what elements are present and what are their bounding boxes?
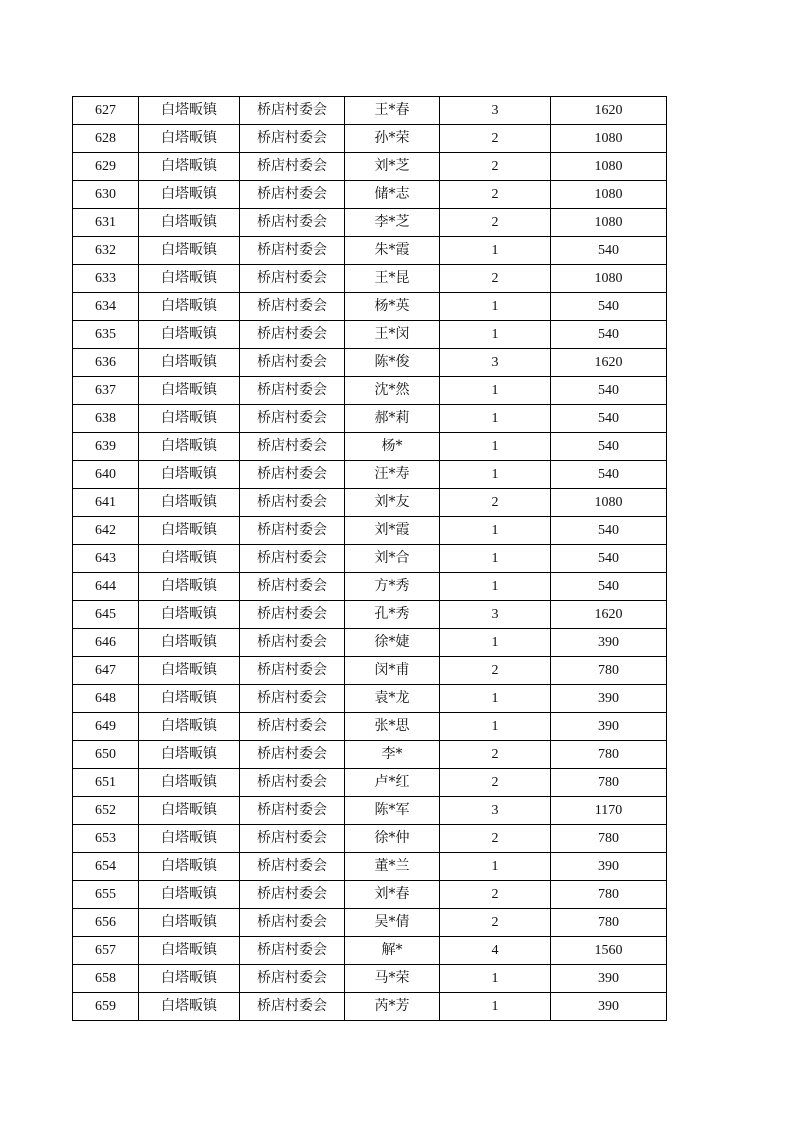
roster-body [73,97,667,1021]
household-count-cell: 2 [440,769,551,797]
row-number-cell: 655 [73,881,139,909]
town-cell: 白塔畈镇 [139,573,240,601]
person-name-cell: 闵*甫 [345,657,440,685]
row-number-cell: 646 [73,629,139,657]
household-count-cell: 1 [440,321,551,349]
person-name-cell: 李* [345,741,440,769]
town-cell: 白塔畈镇 [139,181,240,209]
village-cell: 桥店村委会 [240,321,345,349]
table-row [73,349,667,377]
town-cell: 白塔畈镇 [139,825,240,853]
amount-cell: 390 [551,853,667,881]
household-count-cell: 1 [440,237,551,265]
person-name-cell: 解* [345,937,440,965]
village-cell: 桥店村委会 [240,657,345,685]
household-count-cell: 1 [440,517,551,545]
person-name-cell: 李*芝 [345,209,440,237]
row-number-cell: 647 [73,657,139,685]
person-name-cell: 杨* [345,433,440,461]
row-number-cell: 648 [73,685,139,713]
person-name-cell: 方*秀 [345,573,440,601]
household-count-cell: 3 [440,797,551,825]
person-name-cell: 徐*婕 [345,629,440,657]
town-cell: 白塔畈镇 [139,517,240,545]
town-cell: 白塔畈镇 [139,433,240,461]
household-count-cell: 2 [440,153,551,181]
amount-cell: 540 [551,237,667,265]
village-cell: 桥店村委会 [240,517,345,545]
table-row [73,293,667,321]
village-cell: 桥店村委会 [240,685,345,713]
row-number-cell: 643 [73,545,139,573]
roster-table [72,96,667,1021]
household-count-cell: 2 [440,657,551,685]
row-number-cell: 645 [73,601,139,629]
amount-cell: 540 [551,573,667,601]
household-count-cell: 3 [440,601,551,629]
table-row [73,265,667,293]
amount-cell: 390 [551,713,667,741]
village-cell: 桥店村委会 [240,209,345,237]
row-number-cell: 641 [73,489,139,517]
village-cell: 桥店村委会 [240,433,345,461]
household-count-cell: 1 [440,405,551,433]
village-cell: 桥店村委会 [240,237,345,265]
row-number-cell: 636 [73,349,139,377]
table-row [73,965,667,993]
table-row [73,97,667,125]
village-cell: 桥店村委会 [240,461,345,489]
household-count-cell: 1 [440,293,551,321]
household-count-cell: 1 [440,853,551,881]
row-number-cell: 637 [73,377,139,405]
person-name-cell: 陈*军 [345,797,440,825]
row-number-cell: 658 [73,965,139,993]
village-cell: 桥店村委会 [240,265,345,293]
household-count-cell: 1 [440,713,551,741]
person-name-cell: 芮*芳 [345,993,440,1021]
person-name-cell: 刘*春 [345,881,440,909]
town-cell: 白塔畈镇 [139,153,240,181]
amount-cell: 780 [551,657,667,685]
person-name-cell: 储*志 [345,181,440,209]
town-cell: 白塔畈镇 [139,209,240,237]
household-count-cell: 1 [440,433,551,461]
row-number-cell: 649 [73,713,139,741]
village-cell: 桥店村委会 [240,601,345,629]
person-name-cell: 王*闵 [345,321,440,349]
village-cell: 桥店村委会 [240,181,345,209]
table-row [73,573,667,601]
row-number-cell: 628 [73,125,139,153]
town-cell: 白塔畈镇 [139,489,240,517]
amount-cell: 1080 [551,125,667,153]
amount-cell: 1560 [551,937,667,965]
household-count-cell: 2 [440,125,551,153]
table-row [73,125,667,153]
person-name-cell: 王*春 [345,97,440,125]
amount-cell: 540 [551,517,667,545]
row-number-cell: 653 [73,825,139,853]
amount-cell: 540 [551,377,667,405]
amount-cell: 390 [551,993,667,1021]
household-count-cell: 1 [440,965,551,993]
village-cell: 桥店村委会 [240,825,345,853]
person-name-cell: 袁*龙 [345,685,440,713]
table-row [73,377,667,405]
amount-cell: 780 [551,741,667,769]
person-name-cell: 沈*然 [345,377,440,405]
row-number-cell: 654 [73,853,139,881]
household-count-cell: 2 [440,181,551,209]
household-count-cell: 2 [440,909,551,937]
village-cell: 桥店村委会 [240,153,345,181]
amount-cell: 1170 [551,797,667,825]
household-count-cell: 1 [440,685,551,713]
person-name-cell: 刘*友 [345,489,440,517]
amount-cell: 1080 [551,489,667,517]
table-row [73,181,667,209]
row-number-cell: 656 [73,909,139,937]
person-name-cell: 吴*倩 [345,909,440,937]
village-cell: 桥店村委会 [240,853,345,881]
household-count-cell: 1 [440,545,551,573]
row-number-cell: 632 [73,237,139,265]
village-cell: 桥店村委会 [240,713,345,741]
household-count-cell: 2 [440,265,551,293]
table-row [73,741,667,769]
table-row [73,545,667,573]
table-row [73,489,667,517]
household-count-cell: 1 [440,573,551,601]
town-cell: 白塔畈镇 [139,909,240,937]
amount-cell: 390 [551,965,667,993]
village-cell: 桥店村委会 [240,405,345,433]
amount-cell: 540 [551,461,667,489]
table-row [73,601,667,629]
table-row [73,209,667,237]
row-number-cell: 639 [73,433,139,461]
person-name-cell: 孔*秀 [345,601,440,629]
village-cell: 桥店村委会 [240,573,345,601]
table-row [73,713,667,741]
table-row [73,629,667,657]
household-count-cell: 2 [440,825,551,853]
town-cell: 白塔畈镇 [139,657,240,685]
village-cell: 桥店村委会 [240,545,345,573]
town-cell: 白塔畈镇 [139,125,240,153]
amount-cell: 1620 [551,601,667,629]
row-number-cell: 638 [73,405,139,433]
row-number-cell: 631 [73,209,139,237]
household-count-cell: 2 [440,489,551,517]
row-number-cell: 642 [73,517,139,545]
amount-cell: 540 [551,433,667,461]
amount-cell: 540 [551,545,667,573]
row-number-cell: 652 [73,797,139,825]
town-cell: 白塔畈镇 [139,965,240,993]
person-name-cell: 朱*霞 [345,237,440,265]
row-number-cell: 659 [73,993,139,1021]
town-cell: 白塔畈镇 [139,629,240,657]
amount-cell: 780 [551,769,667,797]
town-cell: 白塔畈镇 [139,461,240,489]
household-count-cell: 1 [440,629,551,657]
amount-cell: 780 [551,881,667,909]
household-count-cell: 1 [440,461,551,489]
table-row [73,321,667,349]
village-cell: 桥店村委会 [240,97,345,125]
amount-cell: 540 [551,293,667,321]
row-number-cell: 650 [73,741,139,769]
row-number-cell: 634 [73,293,139,321]
village-cell: 桥店村委会 [240,769,345,797]
village-cell: 桥店村委会 [240,993,345,1021]
village-cell: 桥店村委会 [240,881,345,909]
person-name-cell: 王*昆 [345,265,440,293]
table-row [73,769,667,797]
town-cell: 白塔畈镇 [139,405,240,433]
table-row [73,993,667,1021]
table-row [73,237,667,265]
town-cell: 白塔畈镇 [139,853,240,881]
person-name-cell: 刘*合 [345,545,440,573]
amount-cell: 1620 [551,97,667,125]
village-cell: 桥店村委会 [240,349,345,377]
town-cell: 白塔畈镇 [139,937,240,965]
table-row [73,433,667,461]
table-row [73,937,667,965]
table-row [73,685,667,713]
town-cell: 白塔畈镇 [139,377,240,405]
person-name-cell: 马*荣 [345,965,440,993]
village-cell: 桥店村委会 [240,489,345,517]
town-cell: 白塔畈镇 [139,321,240,349]
amount-cell: 1080 [551,153,667,181]
village-cell: 桥店村委会 [240,629,345,657]
village-cell: 桥店村委会 [240,909,345,937]
amount-cell: 1080 [551,265,667,293]
town-cell: 白塔畈镇 [139,797,240,825]
table-row [73,517,667,545]
person-name-cell: 陈*俊 [345,349,440,377]
household-count-cell: 4 [440,937,551,965]
amount-cell: 1620 [551,349,667,377]
table-row [73,461,667,489]
table-row [73,657,667,685]
town-cell: 白塔畈镇 [139,713,240,741]
person-name-cell: 张*思 [345,713,440,741]
amount-cell: 540 [551,321,667,349]
amount-cell: 780 [551,825,667,853]
town-cell: 白塔畈镇 [139,293,240,321]
person-name-cell: 孙*荣 [345,125,440,153]
row-number-cell: 635 [73,321,139,349]
row-number-cell: 629 [73,153,139,181]
row-number-cell: 644 [73,573,139,601]
village-cell: 桥店村委会 [240,797,345,825]
household-count-cell: 2 [440,881,551,909]
table-row [73,853,667,881]
household-count-cell: 3 [440,97,551,125]
table-row [73,881,667,909]
town-cell: 白塔畈镇 [139,741,240,769]
town-cell: 白塔畈镇 [139,601,240,629]
amount-cell: 390 [551,629,667,657]
amount-cell: 1080 [551,181,667,209]
person-name-cell: 郝*莉 [345,405,440,433]
amount-cell: 780 [551,909,667,937]
row-number-cell: 640 [73,461,139,489]
row-number-cell: 627 [73,97,139,125]
village-cell: 桥店村委会 [240,377,345,405]
village-cell: 桥店村委会 [240,125,345,153]
person-name-cell: 卢*红 [345,769,440,797]
village-cell: 桥店村委会 [240,293,345,321]
household-count-cell: 1 [440,377,551,405]
town-cell: 白塔畈镇 [139,97,240,125]
row-number-cell: 657 [73,937,139,965]
person-name-cell: 董*兰 [345,853,440,881]
town-cell: 白塔畈镇 [139,685,240,713]
town-cell: 白塔畈镇 [139,349,240,377]
household-count-cell: 1 [440,993,551,1021]
person-name-cell: 刘*霞 [345,517,440,545]
table-row [73,153,667,181]
row-number-cell: 633 [73,265,139,293]
town-cell: 白塔畈镇 [139,545,240,573]
town-cell: 白塔畈镇 [139,237,240,265]
amount-cell: 1080 [551,209,667,237]
household-count-cell: 3 [440,349,551,377]
amount-cell: 540 [551,405,667,433]
table-row [73,909,667,937]
person-name-cell: 杨*英 [345,293,440,321]
village-cell: 桥店村委会 [240,965,345,993]
table-row [73,405,667,433]
village-cell: 桥店村委会 [240,937,345,965]
household-count-cell: 2 [440,741,551,769]
row-number-cell: 651 [73,769,139,797]
town-cell: 白塔畈镇 [139,881,240,909]
row-number-cell: 630 [73,181,139,209]
table-row [73,825,667,853]
village-cell: 桥店村委会 [240,741,345,769]
town-cell: 白塔畈镇 [139,769,240,797]
person-name-cell: 汪*寿 [345,461,440,489]
town-cell: 白塔畈镇 [139,265,240,293]
amount-cell: 390 [551,685,667,713]
table-row [73,797,667,825]
person-name-cell: 徐*仲 [345,825,440,853]
household-count-cell: 2 [440,209,551,237]
person-name-cell: 刘*芝 [345,153,440,181]
town-cell: 白塔畈镇 [139,993,240,1021]
